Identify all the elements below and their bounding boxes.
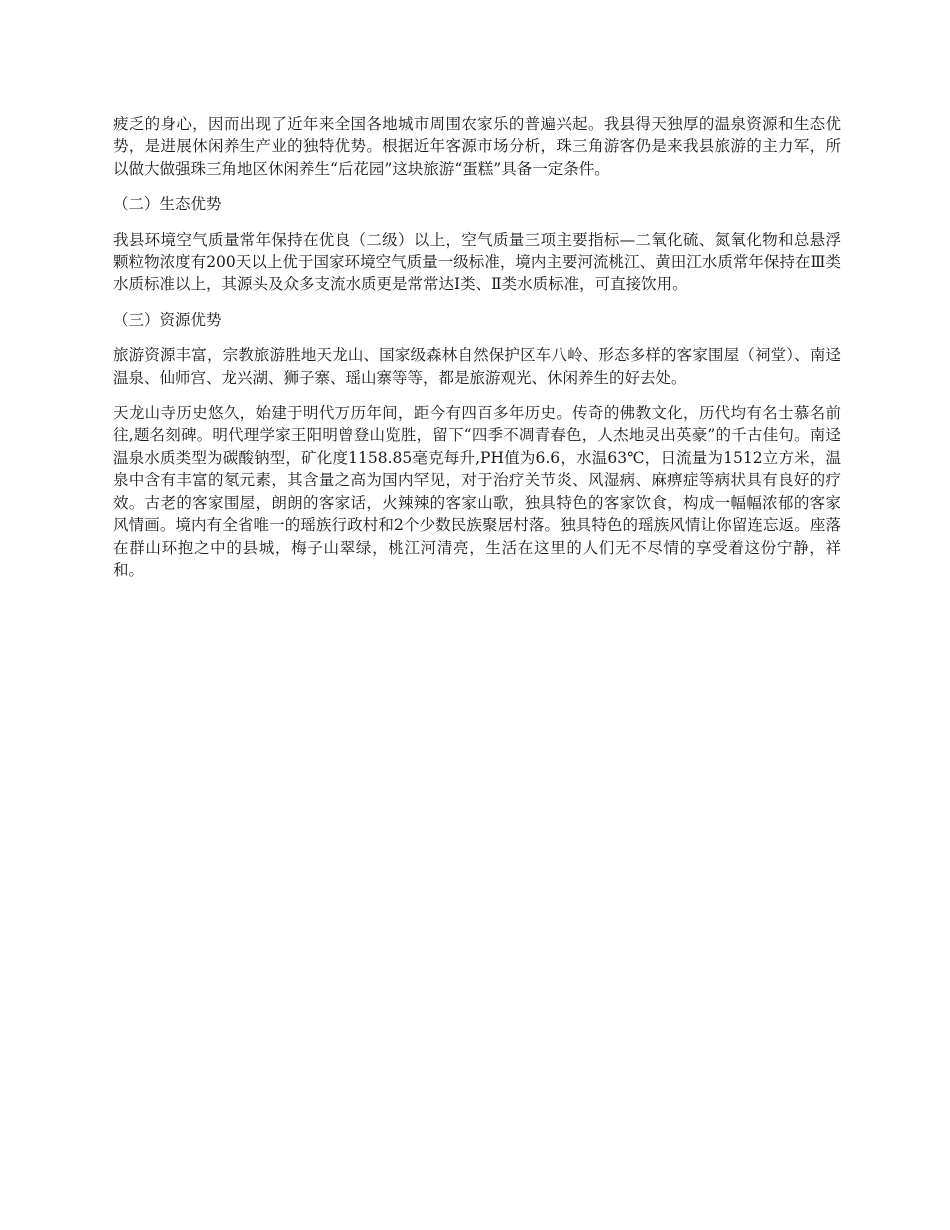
paragraph-intro: 疲乏的身心，因而出现了近年来全国各地城市周围农家乐的普遍兴起。我县得天独厚的温泉资源和生态优势，是进展休闲养生产业的独特优势。根据近年客源市场分析，珠三角游客仍是来我县旅游的主力军，所以做大做强珠三角地区休闲养生“后花园”这块旅游“蛋糕”具备一定条件。 [113,115,841,178]
paragraph-resources: 旅游资源丰富，宗教旅游胜地天龙山、国家级森林自然保护区车八岭、形态多样的客家围屋（祠堂）、南迳温泉、仙师宫、龙兴湖、狮子寨、瑶山寨等等，都是旅游观光、休闲养生的好去处。 [113,346,841,387]
document-body [113,113,841,594]
section-heading-ecology: （二）生态优势 [113,195,222,214]
paragraph-ecology: 我县环境空气质量常年保持在优良（二级）以上，空气质量三项主要指标—二氧化硫、氮氧化物和总悬浮颗粒物浓度有200天以上优于国家环境空气质量一级标准，境内主要河流桃江、黄田江水质常年保持在Ⅲ类水质标准以上，其源头及众多支流水质更是常常达Ⅰ类、Ⅱ类水质标准，可直接饮用。 [113,230,841,294]
paragraph-tianlong: 天龙山寺历史悠久，始建于明代万历年间，距今有四百多年历史。传奇的佛教文化，历代均有名士慕名前往,题名刻碑。明代理学家王阳明曾登山览胜，留下“四季不凋青春色，人杰地灵出英豪”的千古佳句。南迳温泉水质类型为碳酸钠型，矿化度1158.85毫克每升,PH值为6.6，水温63℃，日流量为1512立方米，温泉中含有丰富的氡元素，其含量之高为国内罕见，对于治疗关节炎、风湿病、麻痹症等病状具有良好的疗效。古老的客家围屋，朗朗的客家话，火辣辣的客家山歌，独具特色的客家饮食，构成一幅幅浓郁的客家风情画。境内有全省唯一的瑶族行政村和2个少数民族聚居村落。独具特色的瑶族风情让你留连忘返。座落在群山环抱之中的县城，梅子山翠绿，桃江河清亮，生活在这里的人们无不尽情的享受着这份宁静，祥和。 [113,404,841,579]
section-heading-resources: （三）资源优势 [113,310,222,329]
